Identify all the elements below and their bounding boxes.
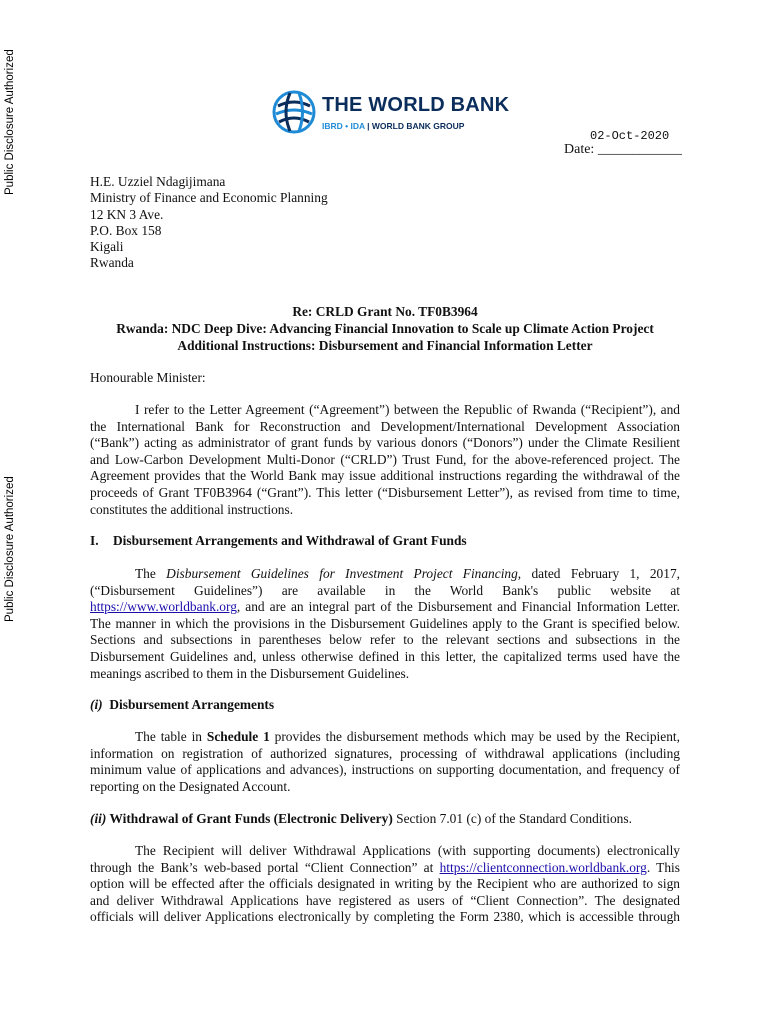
paragraph-line: reporting on the Designated Account. [90, 778, 291, 794]
paragraph-line: and deliver Withdrawal Applications have registered as users of “Client Connection”. The designated [90, 892, 680, 908]
paragraph-line: officials will deliver Applications electronically by completing the Form 2380, which is accessible through [90, 909, 680, 925]
address-line: P.O. Box 158 [90, 222, 162, 238]
withdrawal-paragraph [90, 843, 680, 926]
paragraph-line: I refer to the Letter Agreement (“Agreement”) between the Republic of Rwanda (“Recipient”), and [135, 402, 680, 417]
paragraph-line: and Low-Carbon Development Multi-Donor (“CRLD”) Trust Fund, for the above-referenced project. The [90, 451, 680, 467]
paragraph-line: (“Disbursement Guidelines”) are available in the World Bank's public website at [90, 582, 680, 598]
subject-line: Re: CRLD Grant No. TF0B3964 [292, 304, 478, 319]
paragraph-line: The Recipient will deliver Withdrawal Applications (with supporting documents) electronically [135, 843, 680, 858]
section-number: I. [90, 533, 99, 548]
paragraph-line: Agreement provides that the World Bank may issue additional instructions regarding the withdrawal of the [90, 468, 680, 484]
paragraph-line: minimum value of applications and advances), instructions on supporting documentation, and frequency of [90, 762, 680, 778]
paragraph-line: The Disbursement Guidelines for Investment Project Financing, dated February 1, 2017, [135, 566, 680, 581]
logo-title: THE WORLD BANK [322, 94, 510, 116]
paragraph-line: Disbursement Guidelines and, unless otherwise defined in this letter, the capitalized terms used have the [90, 648, 680, 664]
paragraph-line: The table in Schedule 1 provides the disbursement methods which may be used by the Recipient, [135, 729, 680, 744]
address-line: Kigali [90, 239, 124, 255]
disclosure-stamp-top: Public Disclosure Authorized [4, 49, 16, 195]
paragraph-line: (“Bank”) acting as administrator of grant funds by various donors (“Donors”) under the Climate Resilient [90, 435, 680, 451]
logo-subtitle: IBRD • IDA | WORLD BANK GROUP [322, 121, 465, 131]
paragraph-line: meanings ascribed to them in the Disbursement Guidelines. [90, 665, 410, 681]
globe-icon [272, 90, 316, 134]
address-line: 12 KN 3 Ave. [90, 206, 164, 222]
paragraph-line: information on registration of authorized signatures, processing of withdrawal applications (including [90, 745, 680, 761]
worldbank-link[interactable]: https://www.worldbank.org [90, 599, 237, 615]
salutation: Honourable Minister: [90, 370, 206, 385]
subject-line: Rwanda: NDC Deep Dive: Advancing Financial Innovation to Scale up Climate Action Project [116, 321, 654, 336]
subject-block [90, 303, 680, 354]
date-value: 02-Oct-2020 [590, 129, 670, 143]
address-line: Rwanda [90, 255, 134, 271]
date-label: Date: ____________ [564, 142, 682, 157]
disbursement-arrangements-paragraph [90, 729, 680, 795]
paragraph-line: through the Bank’s web-based portal “Client Connection” at https://clientconnection.worldbank.org. This [90, 859, 680, 875]
subject-line: Additional Instructions: Disbursement and Financial Information Letter [177, 338, 593, 353]
recipient-address [90, 174, 328, 272]
subsection-ii-heading: (ii) Withdrawal of Grant Funds (Electronic Delivery) Section 7.01 (c) of the Standard Conditions. [90, 811, 632, 826]
paragraph-line: Sections and subsections in parentheses below refer to the relevant sections and subsections in the [90, 632, 680, 648]
intro-paragraph [90, 402, 680, 518]
address-line: H.E. Uzziel Ndagijimana [90, 174, 226, 189]
guidelines-paragraph [90, 566, 680, 682]
client-connection-link[interactable]: https://clientconnection.worldbank.org [439, 859, 647, 875]
paragraph-line: the International Bank for Reconstruction and Development/International Development Association [90, 418, 680, 434]
world-bank-logo [272, 90, 512, 140]
address-line: Ministry of Finance and Economic Planning [90, 190, 328, 206]
paragraph-line: constitutes the additional instructions. [90, 501, 294, 517]
paragraph-line: proceeds of Grant TF0B3964 (“Grant”). This letter (“Disbursement Letter”), as revised from time to time, [90, 484, 680, 500]
paragraph-line: option will be effected after the officials designated in writing by the Recipient who are authorized to sign [90, 876, 680, 892]
disclosure-stamp-middle: Public Disclosure Authorized [4, 476, 16, 622]
paragraph-line: https://www.worldbank.org, and are an integral part of the Disbursement and Financial Information Letter. [90, 599, 680, 615]
paragraph-line: The manner in which the provisions in the Disbursement Guidelines apply to the Grant is specified below. [90, 615, 680, 631]
section-title: Disbursement Arrangements and Withdrawal of Grant Funds [113, 533, 467, 548]
subsection-i-heading: (i) Disbursement Arrangements [90, 697, 275, 712]
